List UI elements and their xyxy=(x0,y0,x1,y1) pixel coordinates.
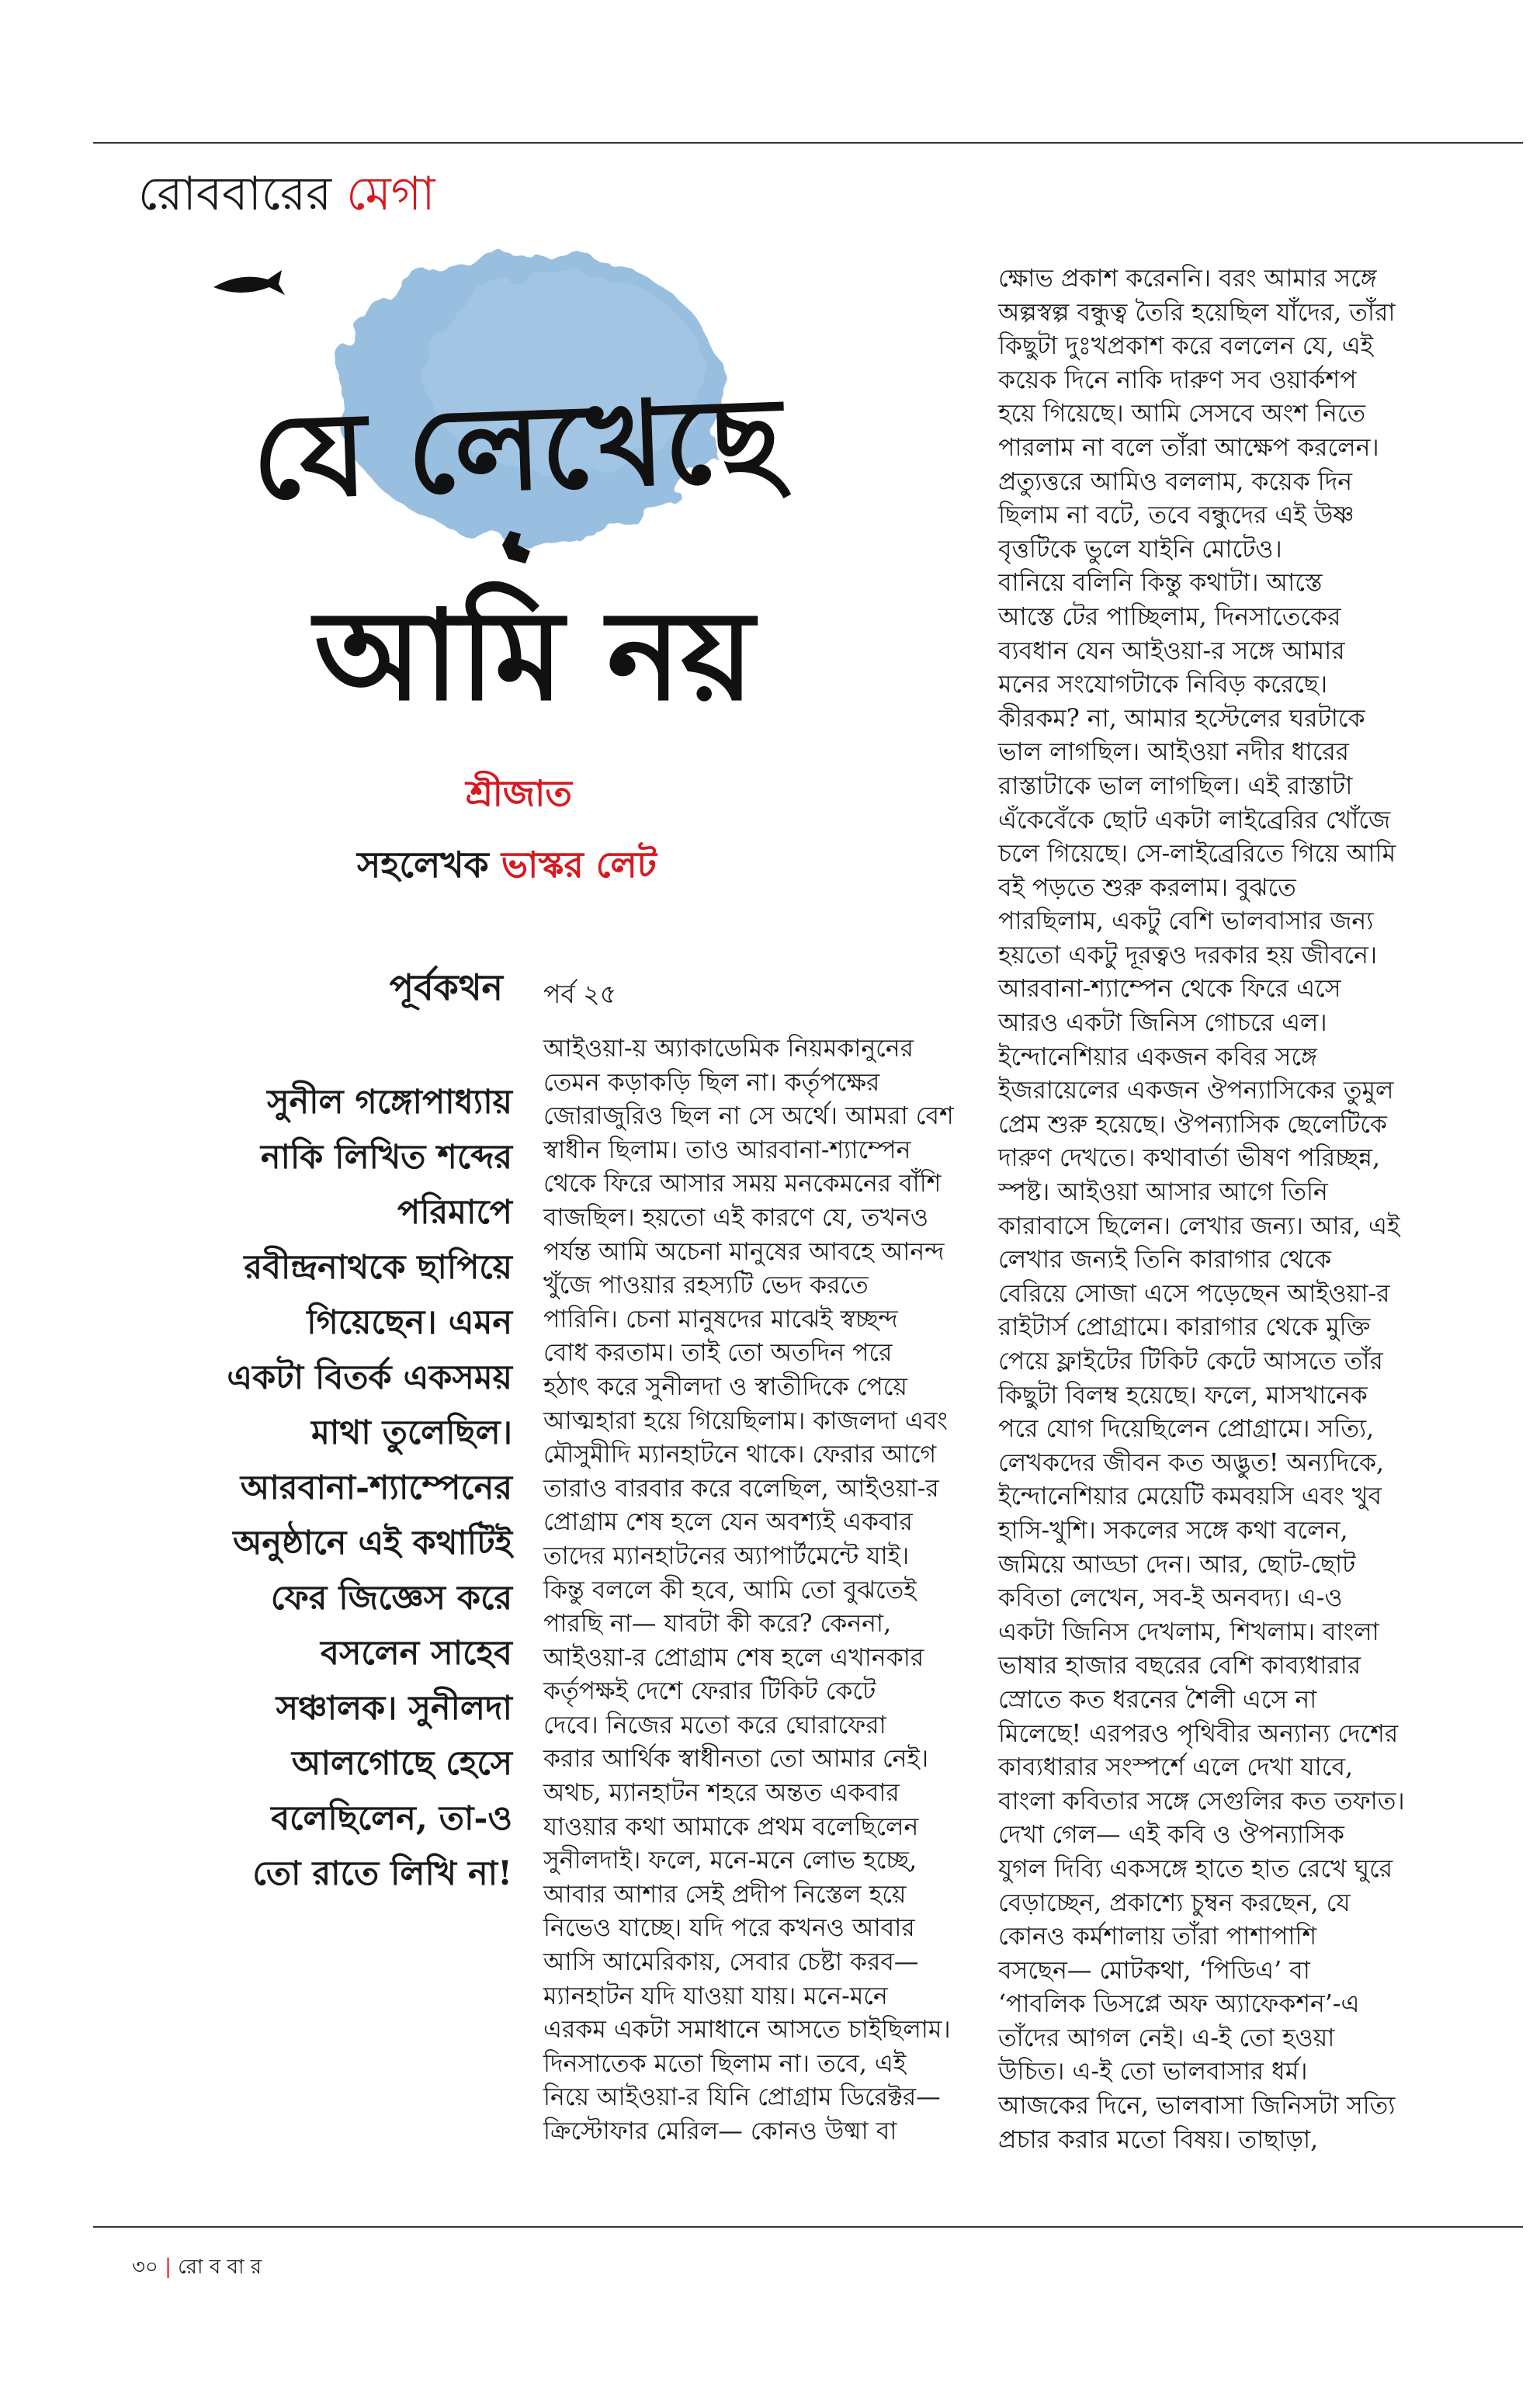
article-line: ক্রিস্টোফার মেরিল— কোনও উষ্মা বা xyxy=(543,2117,897,2145)
article-line: খুঁজে পাওয়ার রহস্যটি ভেদ করতে xyxy=(543,1271,869,1300)
pull-quote-line: অনুষ্ঠানে এই কথাটিই xyxy=(233,1524,512,1562)
coauthor-name: ভাস্কর লেট xyxy=(501,844,657,886)
article-line: কবিতা লেখেন, সব-ই অনবদ্য। এ-ও xyxy=(998,1584,1343,1613)
pull-quote-line: মাথা তুলেছিল। xyxy=(311,1413,512,1452)
pull-quote-line: আলগোছে হেসে xyxy=(291,1744,512,1783)
title-artwork xyxy=(198,233,811,753)
article-line: তাঁদের আগল নেই। এ-ই তো হওয়া xyxy=(998,2024,1335,2052)
pull-quote-line: বলেছিলেন, তা-ও xyxy=(271,1799,512,1838)
article-line: বেরিয়ে সোজা এসে পড়েছেন আইওয়া-র xyxy=(998,1279,1390,1308)
article-line: ক্ষোভ প্রকাশ করেননি। বরং আমার সঙ্গে xyxy=(998,265,1377,293)
pull-quote-line: পরিমাপে xyxy=(397,1193,512,1232)
article-line: আরবানা-শ্যাম্পেন থেকে ফিরে এসে xyxy=(998,975,1341,1004)
article-line: নিভেও যাচ্ছে। যদি পরে কখনও আবার xyxy=(543,1914,915,1943)
article-line: স্বাধীন ছিলাম। তাও আরবানা-শ্যাম্পেন xyxy=(543,1136,911,1164)
article-line: বৃত্তটিকে ভুলে যাইনি মোটেও। xyxy=(998,535,1282,564)
pull-quote-line: একটা বিতর্ক একসময় xyxy=(227,1358,512,1397)
article-line: দেবে। নিজের মতো করে ঘোরাফেরা xyxy=(543,1711,886,1739)
article-line: পারলাম না বলে তাঁরা আক্ষেপ করলেন। xyxy=(998,433,1379,462)
article-line: অল্পস্বল্প বন্ধুত্ব তৈরি হয়েছিল যাঁদের, তাঁরা xyxy=(998,298,1396,327)
article-line: তারাও বারবার করে বলেছিল, আইওয়া-র xyxy=(543,1474,939,1503)
article-line: পর্যন্ত আমি অচেনা মানুষের আবহে আনন্দ xyxy=(543,1237,945,1266)
article-line: ইজরায়েলের একজন ঔপন্যাসিকের তুমুল xyxy=(998,1077,1394,1105)
article-line: যুগল দিব্যি একসঙ্গে হাতে হাত রেখে ঘুরে xyxy=(998,1854,1393,1883)
article-line: আজকের দিনে, ভালবাসা জিনিসটা সত্যি xyxy=(998,2092,1396,2121)
article-line: রাইটার্স প্রোগ্রামে। কারাগার থেকে মুক্তি xyxy=(998,1313,1371,1342)
article-line: আইওয়া-র প্রোগ্রাম শেষ হলে এখানকার xyxy=(543,1643,924,1672)
article-column-right xyxy=(998,262,1487,2157)
coauthor-label: সহলেখক xyxy=(357,844,489,886)
title-line-2: আমি নয় xyxy=(314,583,754,728)
article-line: কর্তৃপক্ষই দেশে ফেরার টিকিট কেটে xyxy=(543,1677,876,1706)
article-line: বসছেন— মোটকথা, ‘পিডিএ’ বা xyxy=(998,1956,1310,1985)
article-column-middle xyxy=(543,1032,955,2149)
article-line: দারুণ দেখতে। কথাবার্তা ভীষণ পরিচ্ছন্ন, xyxy=(998,1144,1380,1173)
article-line: নিয়ে আইওয়া-র যিনি প্রোগ্রাম ডিরেক্টর— xyxy=(543,2083,941,2112)
article-line: তেমন কড়াকড়ি ছিল না। কর্তৃপক্ষের xyxy=(543,1068,880,1097)
article-line: আবার আশার সেই প্রদীপ নিস্তেল হয়ে xyxy=(543,1880,907,1909)
section-prefix: রোববারের xyxy=(138,167,332,221)
article-line: ছিলাম না বটে, তবে বন্ধুদের এই উষ্ণ xyxy=(998,501,1354,530)
article-line: রাস্তাটাকে ভাল লাগছিল। এই রাস্তাটা xyxy=(998,772,1353,800)
article-line: চলে গিয়েছে। সে-লাইব্রেরিতে গিয়ে আমি xyxy=(998,840,1396,869)
article-line: প্রেম শুরু হয়েছে। ঔপন্যাসিক ছেলেটিকে xyxy=(998,1110,1387,1139)
article-line: ব্যবধান যেন আইওয়া-র সঙ্গে আমার xyxy=(998,636,1345,665)
bottom-rule xyxy=(93,2226,1523,2228)
article-line: ভাষার হাজার বছরের বেশি কাব্যধারার xyxy=(998,1652,1361,1680)
article-line: কিছুটা দুঃখপ্রকাশ করে বললেন যে, এই xyxy=(998,332,1374,361)
article-line: লেখকদের জীবন কত অদ্ভুত! অন্যদিকে, xyxy=(998,1448,1385,1477)
pull-quote-line: আরবানা-শ্যাম্পেনের xyxy=(240,1469,512,1507)
article-line: কীরকম? না, আমার হস্টেলের ঘরটাকে xyxy=(998,704,1365,733)
article-line: কয়েক দিনে নাকি দারুণ সব ওয়ার্কশপ xyxy=(998,366,1357,394)
fish-icon xyxy=(213,270,285,295)
article-line: পারিনি। চেনা মানুষদের মাঝেই স্বচ্ছন্দ xyxy=(543,1305,898,1333)
article-line: হাসি-খুশি। সকলের সঙ্গে কথা বলেন, xyxy=(998,1516,1348,1545)
article-line: যাওয়ার কথা আমাকে প্রথম বলেছিলেন xyxy=(543,1812,919,1841)
footer-separator: | xyxy=(165,2256,172,2279)
article-line: কিন্তু বললে কী হবে, আমি তো বুঝতেই xyxy=(543,1576,917,1604)
article-line: পরে যোগ দিয়েছিলেন প্রোগ্রামে। সত্যি, xyxy=(998,1415,1375,1444)
article-line: উচিত। এ-ই তো ভালবাসার ধর্ম। xyxy=(998,2058,1308,2086)
article-line: ‘পাবলিক ডিসপ্লে অফ অ্যাফেকশন’-এ xyxy=(998,1990,1360,2019)
article-line: হয়তো একটু দূরত্বও দরকার হয় জীবনে। xyxy=(998,941,1378,969)
article-line: প্রত্যুত্তরে আমিও বললাম, কয়েক দিন xyxy=(998,467,1353,496)
article-line: স্পষ্ট। আইওয়া আসার আগে তিনি xyxy=(998,1178,1328,1207)
article-line: বাজছিল। হয়তো এই কারণে যে, তখনও xyxy=(543,1203,929,1232)
pull-quote xyxy=(155,1075,512,1902)
episode-number: পর্ব ২৫ xyxy=(543,979,617,1009)
article-line: পারছিলাম, একটু বেশি ভালবাসার জন্য xyxy=(998,907,1374,936)
pull-quote-line: ফের জিজ্ঞেস করে xyxy=(270,1579,512,1618)
article-line: হয়ে গিয়েছে। আমি সেসবে অংশ নিতে xyxy=(998,400,1366,428)
pull-quote-line: বসলেন সাহেব xyxy=(321,1634,512,1673)
article-line: মিলেছে! এরপরও পৃথিবীর অন্যান্য দেশের xyxy=(998,1719,1399,1748)
article-line: এঁকেবেঁকে ছোট একটা লাইব্রেরির খোঁজে xyxy=(998,806,1391,834)
article-line: দিনসাতেক মতো ছিলাম না। তবে, এই xyxy=(543,2049,907,2078)
article-line: জোরাজুরিও ছিল না সে অর্থে। আমরা বেশ xyxy=(543,1102,954,1131)
article-line: থেকে ফিরে আসার সময় মনকেমনের বাঁশি xyxy=(543,1170,942,1198)
article-line: প্রোগ্রাম শেষ হলে যেন অবশ্যই একবার xyxy=(543,1508,913,1537)
article-line: মৌসুমীদি ম্যানহাটনে থাকে। ফেরার আগে xyxy=(543,1441,937,1469)
article-line: আসি আমেরিকায়, সেবার চেষ্টা করব— xyxy=(543,1948,919,1977)
publication-name: রো ব বা র xyxy=(178,2256,262,2279)
article-line: তাদের ম্যানহাটনের অ্যাপার্টমেন্টে যাই। xyxy=(543,1542,910,1570)
article-line: ম্যানহাটন যদি যাওয়া যায়। মনে-মনে xyxy=(543,1982,888,2010)
pull-quote-line: সুনীল গঙ্গোপাধ্যায় xyxy=(267,1083,512,1122)
article-line: কিছুটা বিলম্ব হয়েছে। ফলে, মাসখানেক xyxy=(998,1381,1368,1410)
article-line: আত্মহারা হয়ে গিয়েছিলাম। কাজলদা এবং xyxy=(543,1406,948,1435)
article-line: আইওয়া-য় অ্যাকাডেমিক নিয়মকানুনের xyxy=(543,1035,914,1063)
article-line: ভাল লাগছিল। আইওয়া নদীর ধারের xyxy=(998,738,1350,767)
article-line: একটা জিনিস দেখলাম, শিখলাম। বাংলা xyxy=(998,1618,1379,1646)
pull-quote-line: গিয়েছেন। এমন xyxy=(307,1303,512,1342)
article-line: করার আর্থিক স্বাধীনতা তো আমার নেই। xyxy=(543,1745,929,1774)
article-line: আরও একটা জিনিস গোচরে এল। xyxy=(998,1009,1327,1038)
title-line-1: যে লেখেছে xyxy=(250,372,784,526)
article-line: দেখা গেল— এই কবি ও ঔপন্যাসিক xyxy=(998,1821,1344,1850)
article-line: ইন্দোনেশিয়ার একজন কবির সঙ্গে xyxy=(998,1042,1317,1071)
article-line: হঠাৎ করে সুনীলদা ও স্বাতীদিকে পেয়ে xyxy=(543,1372,907,1401)
article-line: বোধ করতাম। তাই তো অতদিন পরে xyxy=(543,1339,893,1368)
page-number: ৩০ xyxy=(132,2256,158,2279)
page-footer xyxy=(132,2251,262,2285)
top-rule xyxy=(93,142,1523,144)
article-line: জমিয়ে আড্ডা দেন। আর, ছোট-ছোট xyxy=(998,1550,1356,1579)
article-line: অথচ, ম্যানহাটন শহরে অন্তত একবার xyxy=(543,1779,900,1808)
article-line: কাব্যধারার সংস্পর্শে এলে দেখা যাবে, xyxy=(998,1753,1353,1782)
purbakathan-label: পূর্বকথন xyxy=(389,966,503,1008)
article-line: কোনও কর্মশালায় তাঁরা পাশাপাশি xyxy=(998,1923,1317,1951)
author-name: শ্রীজাত xyxy=(466,772,572,814)
article-line: ইন্দোনেশিয়ার মেয়েটি কমবয়সি এবং খুব xyxy=(998,1483,1382,1511)
article-line: পারছি না— যাবটা কী করে? কেননা, xyxy=(543,1610,892,1639)
article-line: কারাবাসে ছিলেন। লেখার জন্য। আর, এই xyxy=(998,1212,1400,1240)
section-highlight: মেগা xyxy=(346,167,435,221)
pull-quote-line: তো রাতে লিখি না! xyxy=(252,1854,512,1893)
article-line: পেয়ে ফ্লাইটের টিকিট কেটে আসতে তাঁর xyxy=(998,1347,1383,1375)
article-line: আস্তে টের পাচ্ছিলাম, দিনসাতেকের xyxy=(998,602,1341,631)
article-line: এরকম একটা সমাধানে আসতে চাইছিলাম। xyxy=(543,2016,951,2044)
section-header xyxy=(138,163,435,225)
article-line: লেখার জন্যই তিনি কারাগার থেকে xyxy=(998,1246,1332,1275)
article-line: বেড়াচ্ছেন, প্রকাশ্যে চুম্বন করছেন, যে xyxy=(998,1888,1351,1917)
pull-quote-line: রবীন্দ্রনাথকে ছাপিয়ে xyxy=(244,1248,512,1287)
article-line: বাংলা কবিতার সঙ্গে সেগুলির কত তফাত। xyxy=(998,1787,1405,1816)
coauthor-line xyxy=(357,838,657,897)
article-line: স্রোতে কত ধরনের শৈলী এসে না xyxy=(998,1685,1317,1714)
article-line: বই পড়তে শুরু করলাম। বুঝতে xyxy=(998,873,1296,902)
pull-quote-line: সঞ্চালক। সুনীলদা xyxy=(276,1689,512,1728)
article-line: বানিয়ে বলিনি কিন্তু কথাটা। আস্তে xyxy=(998,569,1323,598)
article-line: মনের সংযোগটাকে নিবিড় করেছে। xyxy=(998,671,1328,699)
article-line: প্রচার করার মতো বিষয়। তাছাড়া, xyxy=(998,2125,1319,2154)
pull-quote-line: নাকি লিখিত শব্দের xyxy=(260,1138,512,1177)
article-line: সুনীলদাই। ফলে, মনে-মনে লোভ হচ্ছে, xyxy=(543,1847,917,1875)
